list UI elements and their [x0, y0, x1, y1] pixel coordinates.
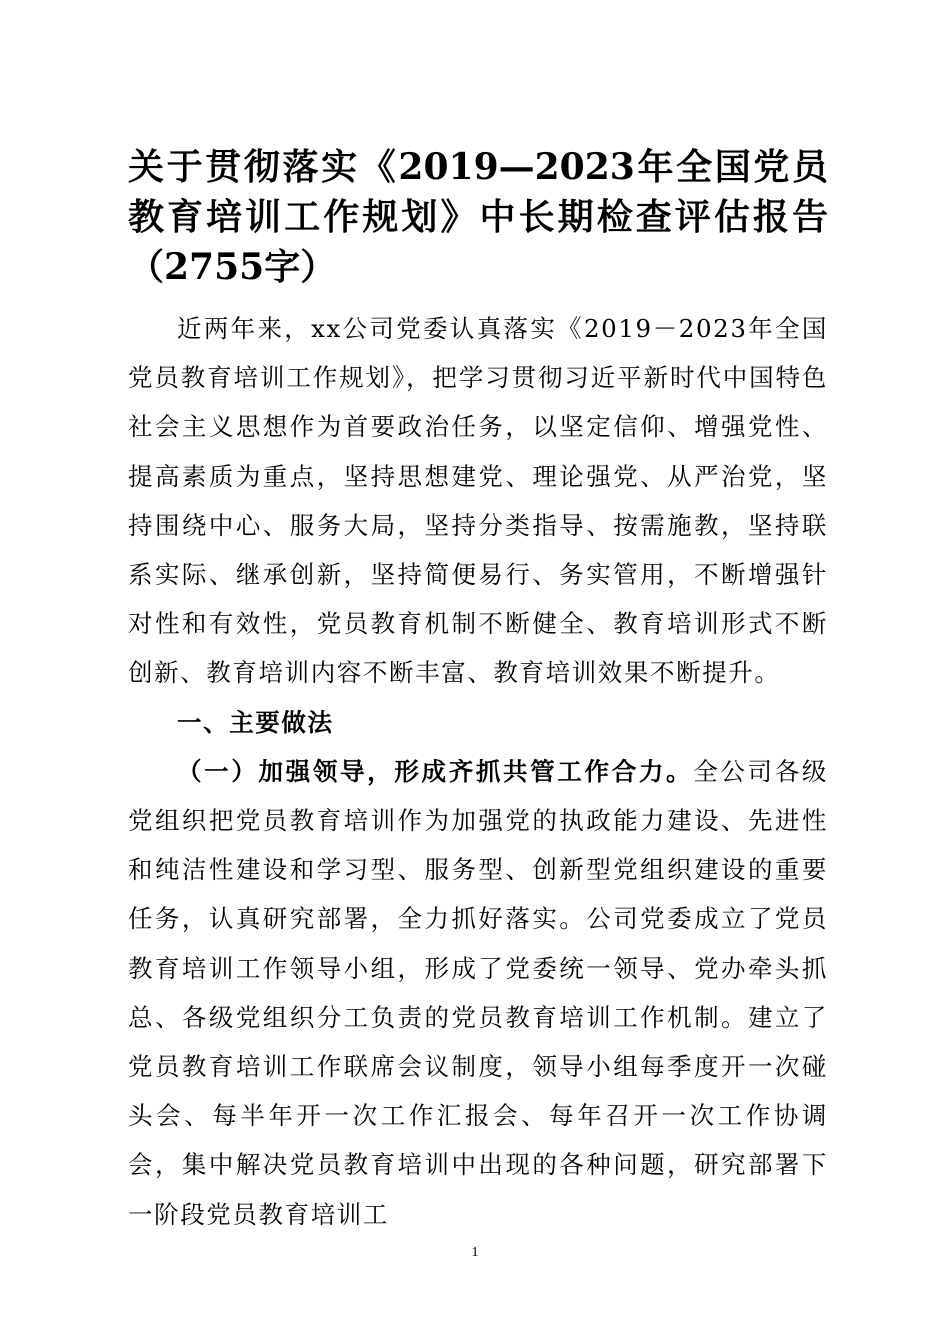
- section-heading: 一、主要做法: [177, 707, 334, 737]
- subsection-lead: （一）加强领导，形成齐抓共管工作合力。: [177, 756, 694, 786]
- page-number: 1: [471, 1245, 479, 1260]
- document-body: [128, 304, 828, 1239]
- intro-paragraph: 近两年来，xx公司党委认真落实《2019－2023年全国党员教育培训工作规划》，把学习贯彻习近平新时代中国特色社会主义思想作为首要政治任务，以坚定信仰、增强党性、提高素质为重点，坚持思想建党、理论强党、从严治党，坚持围绕中心、服务大局，坚持分类指导、按需施教，坚持联系实际、继承创新，坚持简便易行、务实管用，不断增强针对性和有效性，党员教育机制不断健全、教育培训形式不断创新、教育培训内容不断丰富、教育培训效果不断提升。: [128, 314, 828, 688]
- subsection-paragraph: [128, 747, 828, 1239]
- document-title: 关于贯彻落实《2019—2023年全国党员教育培训工作规划》中长期检查评估报告（2755字）: [128, 146, 828, 288]
- subsection-body: 全公司各级党组织把党员教育培训作为加强党的执政能力建设、先进性和纯洁性建设和学习型、服务型、创新型党组织建设的重要任务，认真研究部署，全力抓好落实。公司党委成立了党员教育培训工作领导小组，形成了党委统一领导、党办牵头抓总、各级党组织分工负责的党员教育培训工作机制。建立了党员教育培训工作联席会议制度，领导小组每季度开一次碰头会、每半年开一次工作汇报会、每年召开一次工作协调会，集中解决党员教育培训中出现的各种问题，研究部署下一阶段党员教育培训工: [128, 756, 828, 1229]
